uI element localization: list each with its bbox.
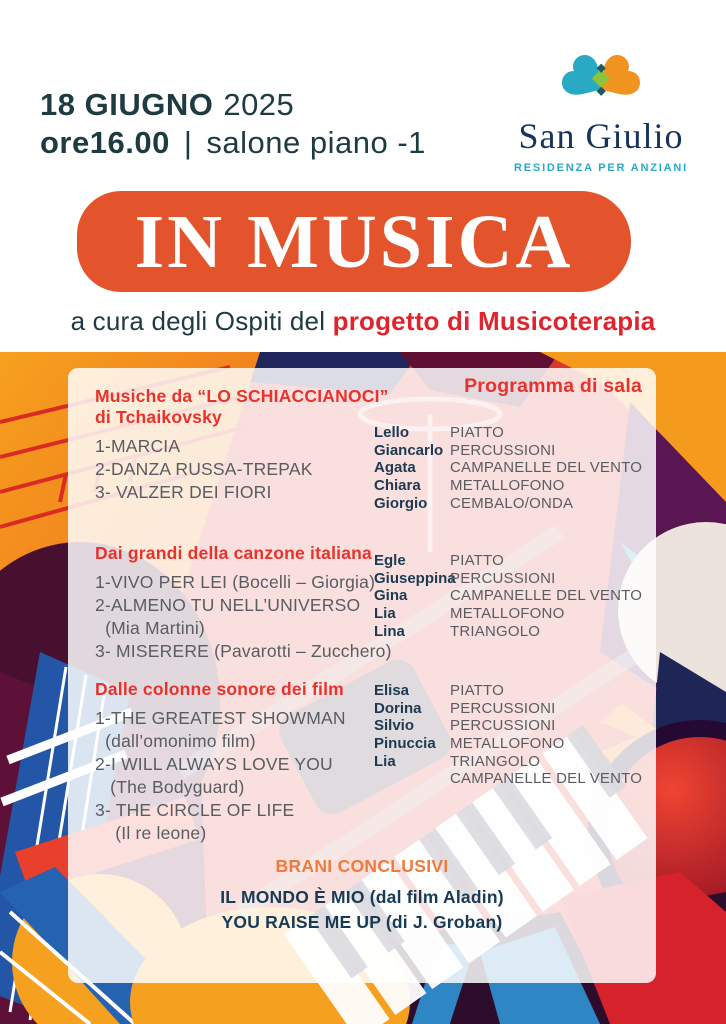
song-line: 3- VALZER DEI FIORI	[95, 482, 272, 502]
event-title: IN MUSICA	[134, 199, 574, 284]
date-year: 2025	[223, 87, 295, 122]
performer-row	[374, 477, 644, 495]
performer-name: Silvio	[374, 717, 415, 735]
performer-instrument: PERCUSSIONI	[450, 699, 556, 717]
performer-instrument: TRIANGOLO	[450, 622, 541, 640]
performer-instrument: PERCUSSIONI	[450, 569, 556, 587]
performer-name: Lello	[374, 424, 410, 441]
performer-name: Giuseppina	[374, 569, 456, 587]
song-line: 3- MISERERE (Pavarotti – Zucchero)	[95, 641, 392, 661]
performer-name: Pinuccia	[374, 735, 436, 753]
performer-row	[374, 495, 644, 513]
song-line: 1-MARCIA	[95, 436, 181, 456]
performer-instrument: CAMPANELLE DEL VENTO	[450, 587, 643, 605]
title-banner	[77, 191, 631, 292]
song-line: 2-I WILL ALWAYS LOVE YOU	[95, 754, 333, 774]
performer-name: Gina	[374, 587, 408, 605]
performer-instrument: METALLOFONO	[450, 477, 565, 495]
song-line: 2-DANZA RUSSA-TREPAK	[95, 459, 313, 479]
section-title: Musiche da “LO SCHIACCIANOCI” di Tchaikovsky	[95, 386, 389, 427]
performer-row	[374, 682, 644, 700]
performer-name: Lia	[374, 605, 396, 623]
performer-row	[374, 735, 644, 753]
song-line: (dall’omonimo film)	[95, 731, 256, 751]
event-location: salone piano -1	[206, 125, 426, 160]
performer-instrument: PIATTO	[450, 682, 504, 699]
program-title: Programma di sala	[464, 375, 642, 397]
performer-instrument: CAMPANELLE DEL VENTO	[450, 770, 643, 788]
san-giulio-logo	[506, 52, 696, 174]
subtitle-prefix: a cura degli Ospiti del	[70, 306, 333, 336]
song-section-canzone-italiana	[95, 543, 395, 663]
event-date	[40, 86, 426, 124]
event-datetime	[40, 86, 426, 162]
section-title: Dalle colonne sonore dei film	[95, 679, 344, 699]
finale-block	[68, 856, 656, 935]
performer-instrument: PERCUSSIONI	[450, 717, 556, 735]
performer-row	[374, 753, 644, 771]
performer-name: Giancarlo	[374, 441, 444, 459]
performer-name: Elisa	[374, 682, 410, 699]
performer-row	[374, 717, 644, 735]
performer-name: Giorgio	[374, 494, 428, 512]
song-line: (Il re leone)	[95, 823, 207, 843]
event-time: ore16.00	[40, 125, 170, 160]
logo-tagline: RESIDENZA PER ANZIANI	[514, 162, 688, 174]
performer-name: Agata	[374, 459, 416, 477]
finale-title: BRANI CONCLUSIVI	[275, 856, 449, 876]
date-day-month: 18 GIUGNO	[40, 87, 214, 122]
performer-name: Egle	[374, 552, 406, 569]
song-line: 1-THE GREATEST SHOWMAN	[95, 708, 346, 728]
song-line: (Mia Martini)	[95, 618, 205, 638]
performer-row	[374, 442, 644, 460]
song-section-schiaccianoci	[95, 386, 395, 504]
event-time-location	[40, 124, 426, 162]
performer-instrument: CAMPANELLE DEL VENTO	[450, 459, 643, 477]
performer-group-2	[374, 552, 644, 640]
song-line: 1-VIVO PER LEI (Bocelli – Giorgia)	[95, 572, 376, 592]
performer-row	[374, 570, 644, 588]
subtitle-highlight: progetto di Musicoterapia	[332, 306, 656, 336]
performer-row	[374, 605, 644, 623]
performer-instrument: PIATTO	[450, 552, 504, 569]
logo-name: San Giulio	[518, 116, 684, 156]
finale-songs	[68, 885, 656, 935]
performer-instrument: TRIANGOLO	[450, 752, 541, 770]
performer-row	[374, 459, 644, 477]
separator: |	[183, 125, 193, 160]
performer-instrument: PIATTO	[450, 424, 504, 441]
finale-song: IL MONDO È MIO (dal film Aladin)	[220, 887, 504, 907]
finale-song: YOU RAISE ME UP (di J. Groban)	[221, 912, 503, 932]
butterfly-hearts-icon	[553, 52, 649, 108]
performer-row	[374, 623, 644, 641]
performer-row	[374, 587, 644, 605]
performer-instrument: CEMBALO/ONDA	[450, 494, 574, 512]
performer-group-1	[374, 424, 644, 512]
event-subtitle	[0, 306, 726, 337]
performer-name: Lina	[374, 622, 405, 640]
section-title: Dai grandi della canzone italiana	[95, 543, 372, 563]
performer-name: Lia	[374, 752, 396, 770]
performer-row	[374, 424, 644, 442]
performer-group-3	[374, 682, 644, 788]
performer-instrument: METALLOFONO	[450, 605, 565, 623]
song-line: 2-ALMENO TU NELL’UNIVERSO	[95, 595, 361, 615]
performer-name: Dorina	[374, 699, 422, 717]
performer-row	[374, 770, 644, 788]
song-line: (The Bodyguard)	[95, 777, 245, 797]
song-section-colonne-sonore	[95, 679, 395, 845]
performer-row	[374, 552, 644, 570]
performer-name: Chiara	[374, 477, 421, 495]
performer-instrument: METALLOFONO	[450, 735, 565, 753]
song-line: 3- THE CIRCLE OF LIFE	[95, 800, 295, 820]
performer-instrument: PERCUSSIONI	[450, 441, 556, 459]
performer-row	[374, 700, 644, 718]
